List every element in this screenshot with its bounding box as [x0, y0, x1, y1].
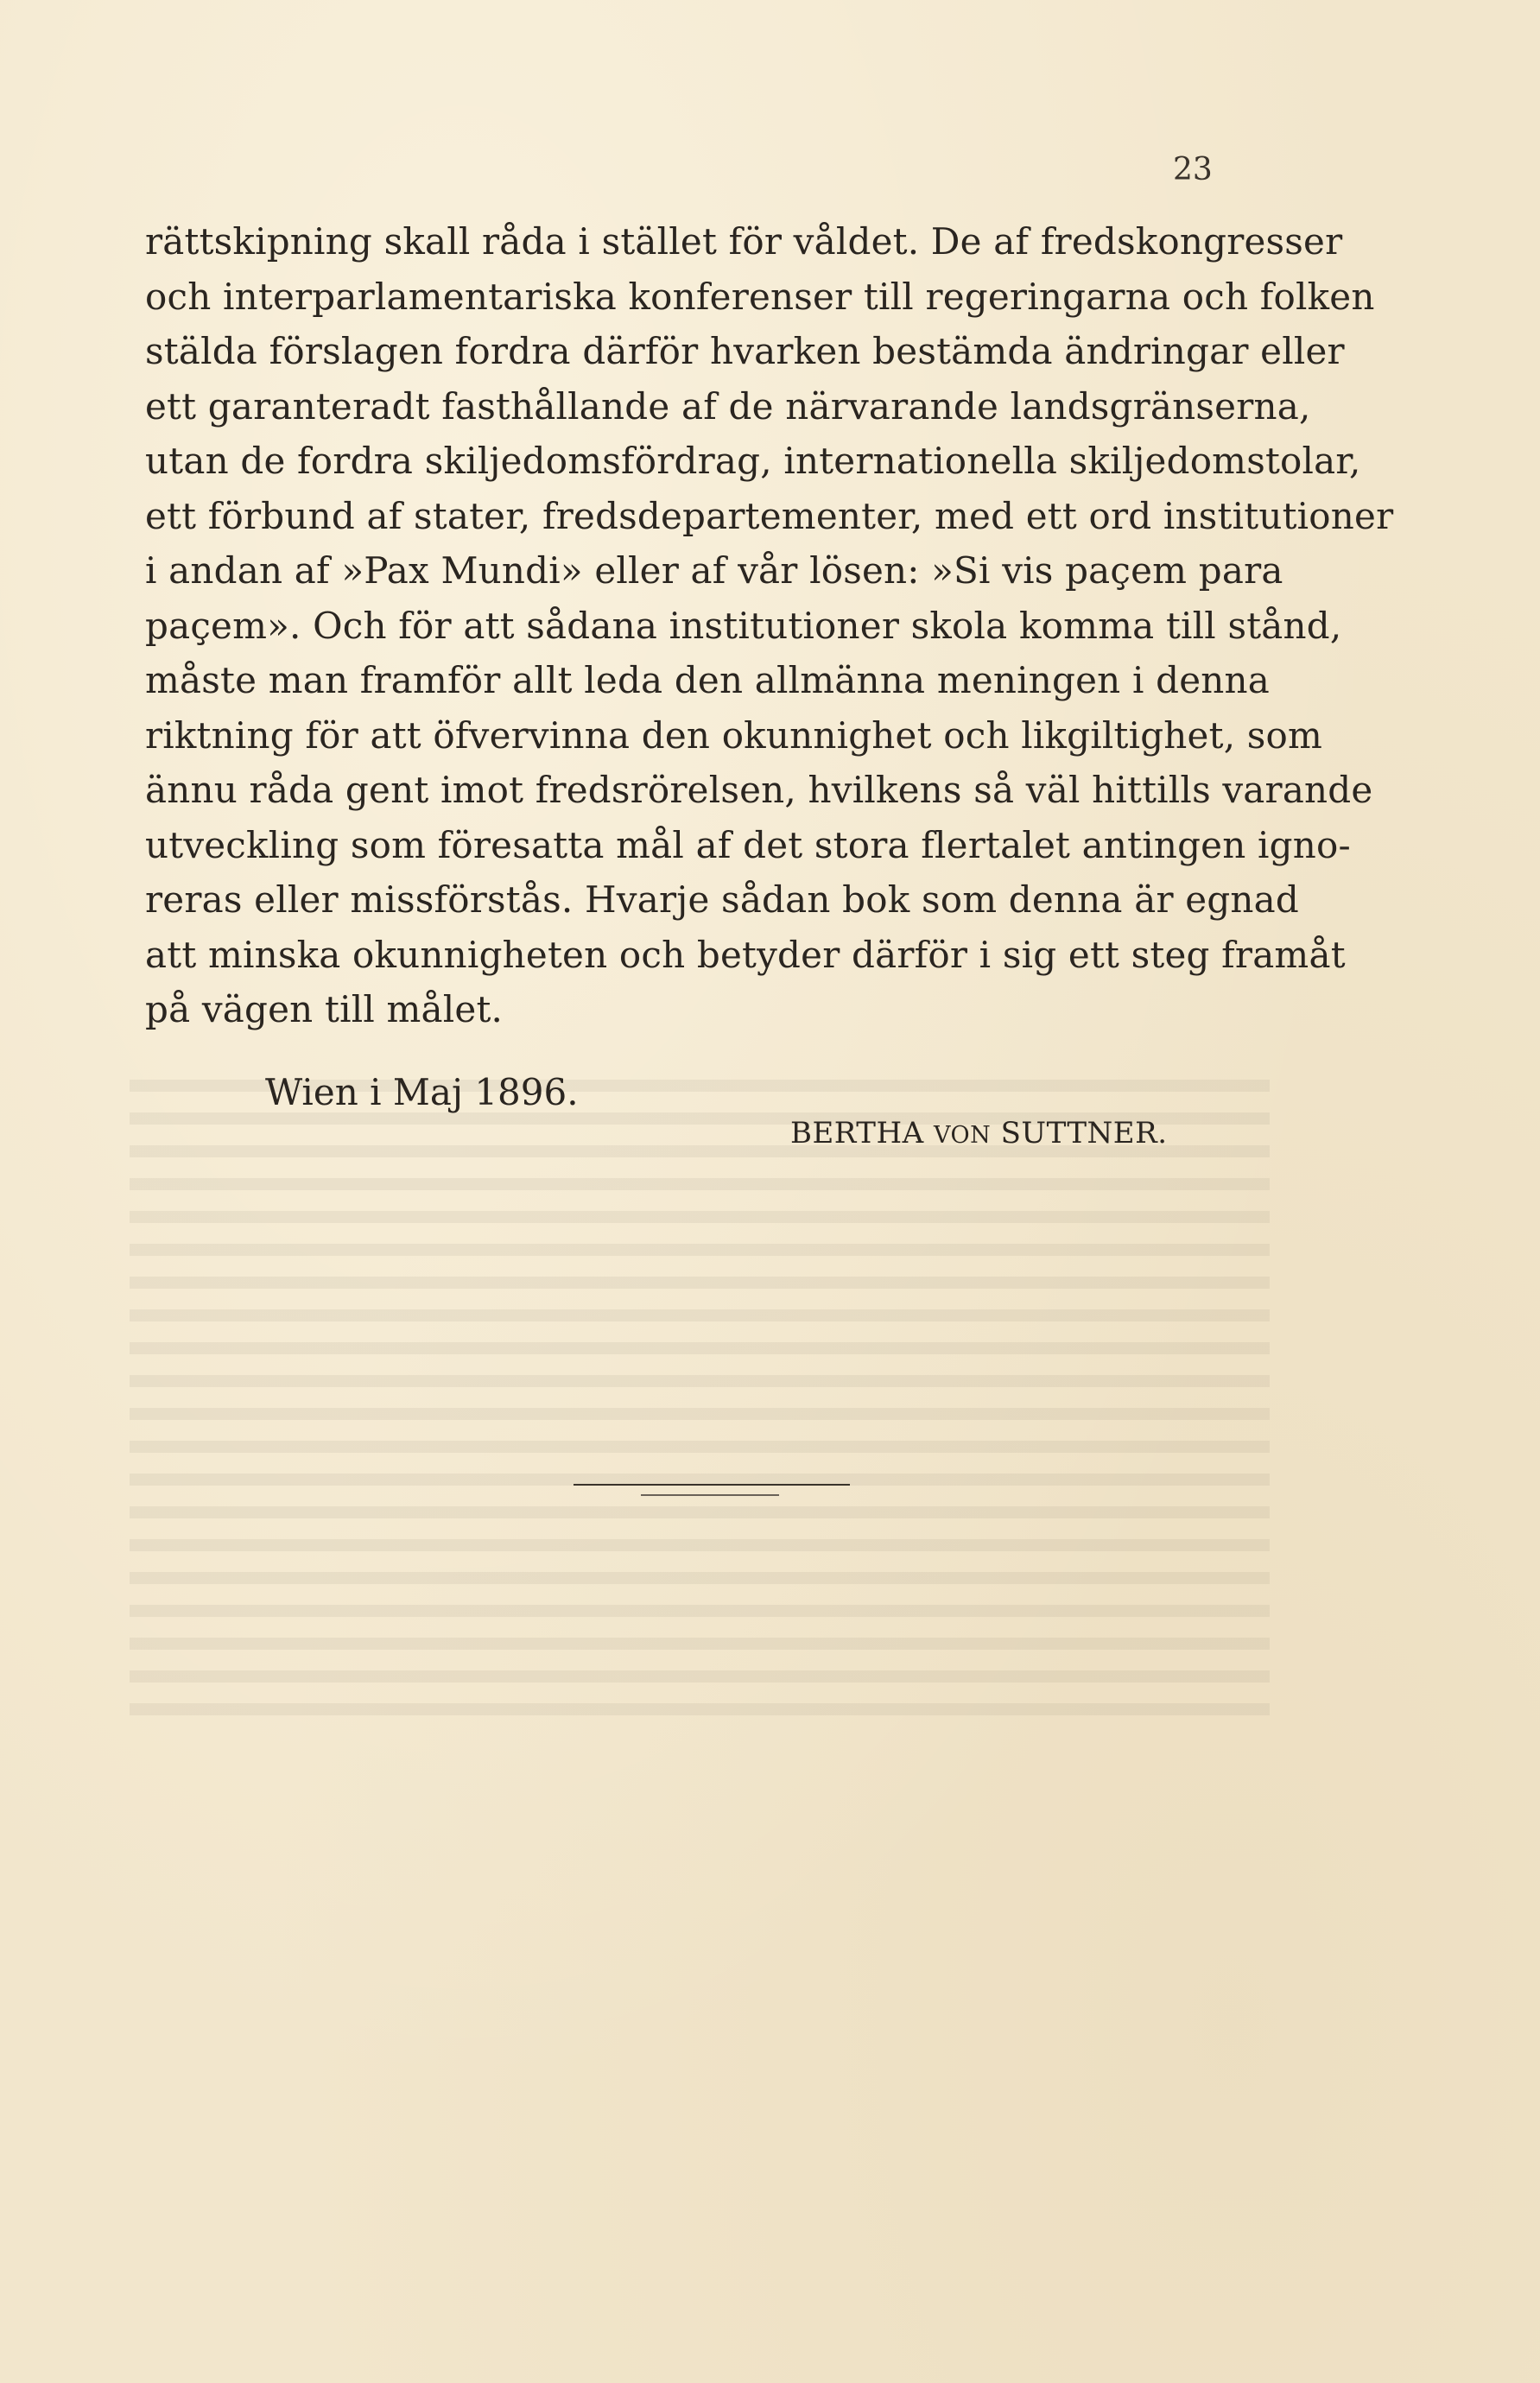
text-line: paçem». Och för att sådana institutioner skola komma till stånd,: [145, 604, 1342, 647]
page-number: 23: [1173, 152, 1213, 187]
text-line: ännu råda gent imot fredsrörelsen, hvilkens så väl hittills varande: [145, 769, 1373, 811]
section-divider: [574, 1484, 850, 1486]
section-divider-short: [641, 1494, 779, 1496]
signature-particle: VON: [934, 1122, 992, 1149]
author-signature: [790, 1116, 1168, 1150]
text-line: utan de fordra skiljedomsfördrag, internationella skiljedomstolar,: [145, 440, 1361, 482]
place-date: Wien i Maj 1896.: [265, 1071, 579, 1113]
text-line: på vägen till målet.: [145, 988, 504, 1030]
text-line: i andan af »Pax Mundi» eller af vår lösen: »Si vis paçem para: [145, 549, 1283, 592]
text-line: ett förbund af stater, fredsdepartementer, med ett ord institutioner: [145, 494, 1394, 537]
text-line: riktning för att öfvervinna den okunnighet och likgiltighet, som: [145, 713, 1323, 757]
text-line: rättskipning skall råda i stället för våldet. De af fredskongresser: [145, 220, 1343, 263]
text-line: att minska okunnigheten och betyder därför i sig ett steg framåt: [145, 933, 1346, 976]
signature-first-name: BERTHA: [790, 1116, 924, 1150]
text-line: och interparlamentariska konferenser till regeringarna och folken: [145, 275, 1375, 318]
text-line: ett garanteradt fasthållande af de närvarande landsgränserna,: [145, 384, 1311, 428]
text-line: utveckling som föresatta mål af det stora flertalet antingen igno-: [145, 823, 1351, 866]
signature-last-name: SUTTNER.: [1000, 1116, 1168, 1150]
body-paragraph: [145, 214, 1394, 1037]
text-line: måste man framför allt leda den allmänna meningen i denna: [145, 659, 1271, 701]
text-line: reras eller missförstås. Hvarje sådan bok som denna är egnad: [145, 878, 1299, 921]
text-line: stälda förslagen fordra därför hvarken bestämda ändringar eller: [145, 330, 1345, 372]
reverse-page-show-through: [130, 1080, 1270, 1736]
